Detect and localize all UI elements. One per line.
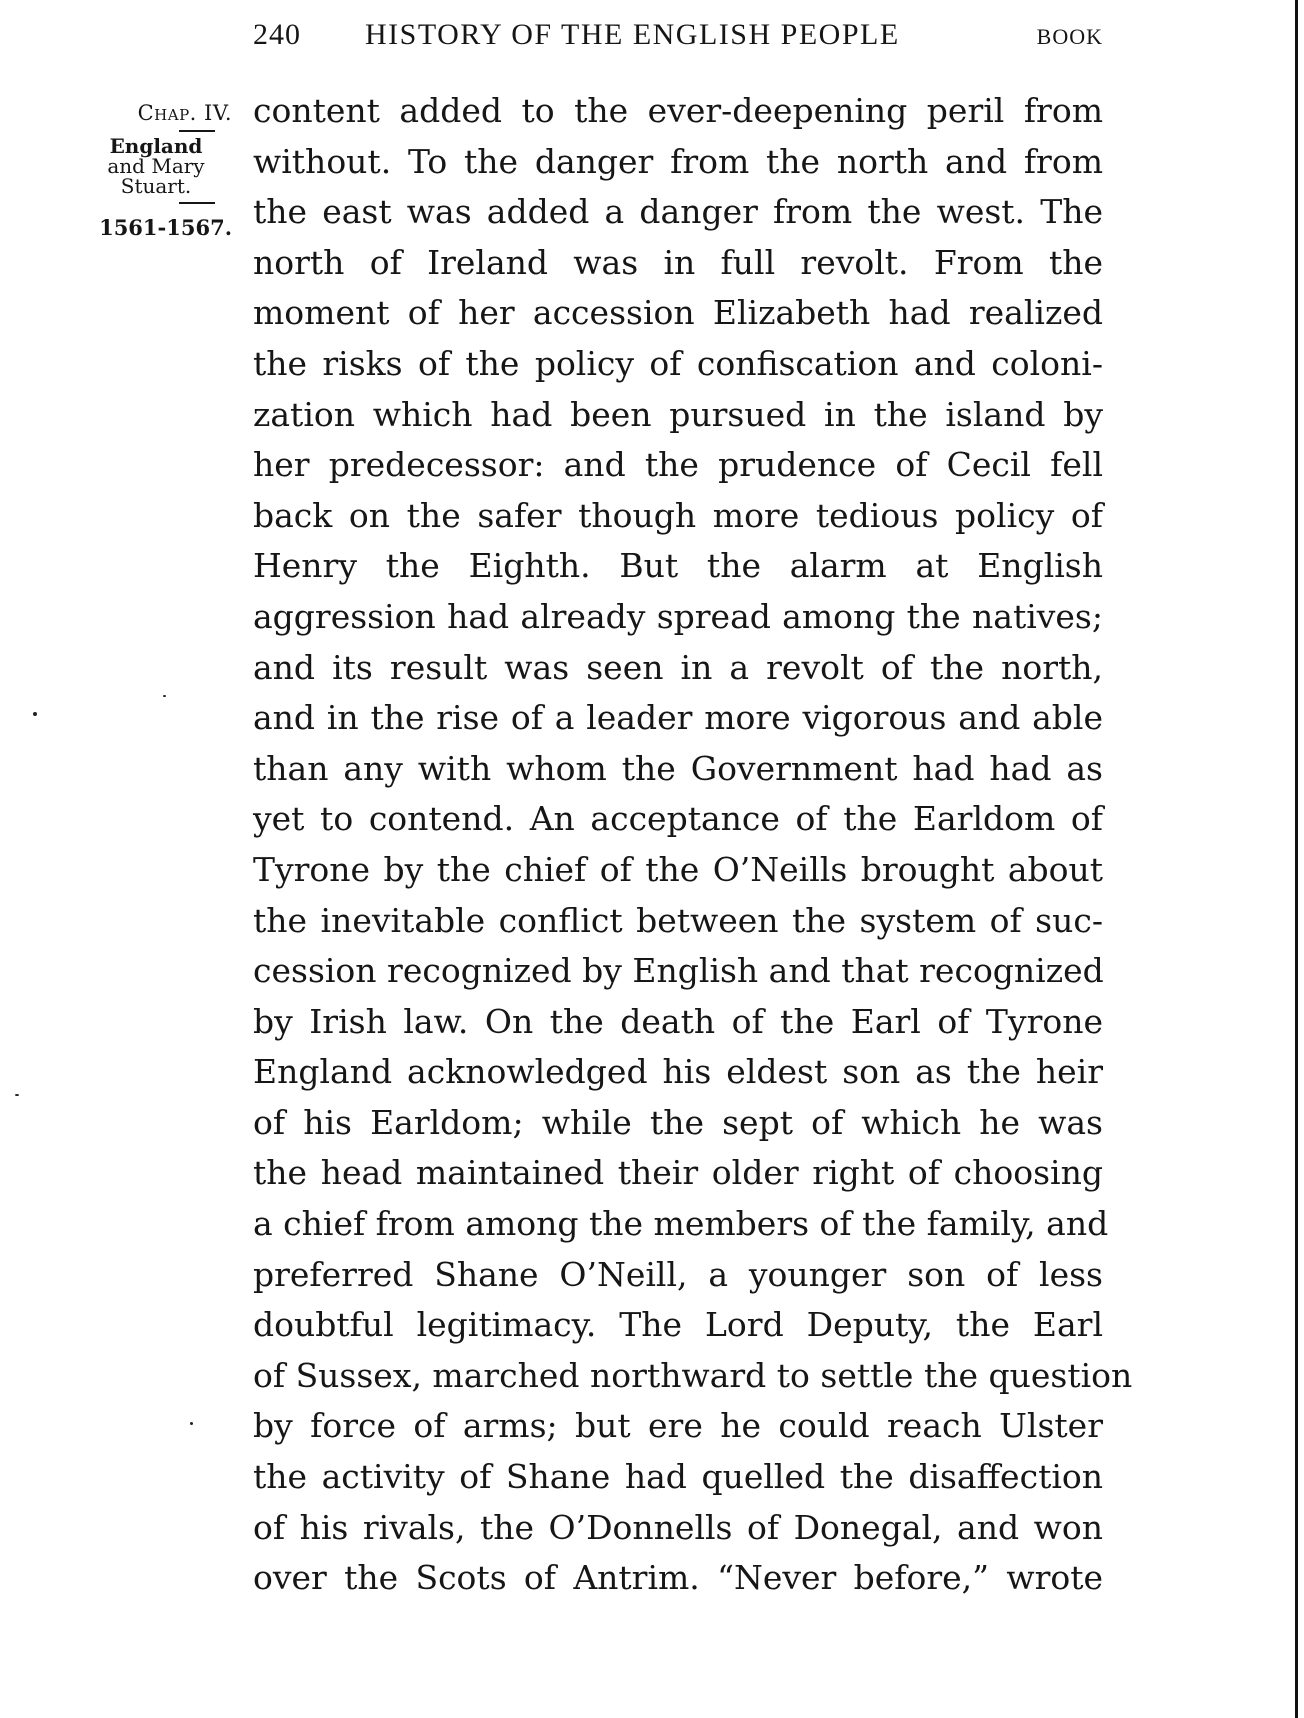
- text-line: Tyrone by the chief of the O’Neills brought about: [253, 849, 1103, 889]
- scan-speck: [163, 695, 166, 697]
- text-line: than any with whom the Government had had as: [253, 748, 1103, 788]
- sidenote-topic-line: and Mary: [107, 154, 205, 178]
- text-line: over the Scots of Antrim. “Never before,” wrote: [253, 1558, 1103, 1598]
- text-line: the head maintained their older right of choosing: [253, 1153, 1103, 1193]
- text-line: the risks of the policy of confiscation and coloni-: [253, 343, 1103, 383]
- text-line: the inevitable conflict between the system of suc-: [253, 900, 1103, 940]
- sidenote-rule: [179, 130, 215, 132]
- text-line: moment of her accession Elizabeth had realized: [253, 293, 1103, 333]
- chapter-label: Chap. IV.: [137, 101, 232, 125]
- text-line: and its result was seen in a revolt of the north,: [253, 647, 1103, 687]
- text-line: aggression had already spread among the natives;: [253, 596, 1103, 636]
- text-line: the activity of Shane had quelled the disaffection: [253, 1457, 1103, 1497]
- text-line: without. To the danger from the north and from: [253, 141, 1103, 181]
- sidenote-rule: [179, 202, 215, 204]
- sidenote-topic-line: Stuart.: [120, 174, 192, 198]
- text-line: of Sussex, marched northward to settle the question: [253, 1355, 1133, 1395]
- sidenote-topic-line: England: [109, 134, 203, 158]
- running-head: [253, 18, 1103, 58]
- text-line: back on the safer though more tedious policy of: [253, 495, 1103, 535]
- text-line: a chief from among the members of the family, and: [253, 1204, 1109, 1244]
- text-line: of his rivals, the O’Donnells of Donegal, and won: [253, 1507, 1103, 1547]
- text-line: doubtful legitimacy. The Lord Deputy, the Earl: [253, 1305, 1103, 1345]
- text-line: Henry the Eighth. But the alarm at English: [253, 546, 1103, 586]
- text-line: of his Earldom; while the sept of which he was: [253, 1102, 1103, 1142]
- text-line: by force of arms; but ere he could reach Ulster: [253, 1406, 1103, 1446]
- text-line: preferred Shane O’Neill, a younger son of less: [253, 1254, 1103, 1294]
- text-line: content added to the ever-deepening peril from: [253, 91, 1103, 130]
- margin-sidenotes: [92, 98, 232, 244]
- book-label: BOOK: [1036, 24, 1103, 49]
- book-title: HISTORY OF THE ENGLISH PEOPLE: [365, 18, 900, 51]
- text-line: north of Ireland was in full revolt. From the: [253, 242, 1103, 282]
- body-text: [253, 86, 1133, 1604]
- text-line: the east was added a danger from the west. The: [253, 192, 1103, 232]
- text-line: yet to contend. An acceptance of the Earldom of: [253, 799, 1103, 839]
- page-number: 240: [253, 18, 301, 51]
- scan-speck: [15, 1094, 19, 1096]
- scan-speck: [190, 1422, 193, 1425]
- sidenote-dates: 1561-1567.: [99, 215, 232, 240]
- page-edge-line: [1295, 0, 1298, 1718]
- text-line: and in the rise of a leader more vigorous and able: [253, 698, 1103, 738]
- scan-speck: [33, 712, 37, 716]
- text-line: by Irish law. On the death of the Earl of Tyrone: [253, 1001, 1103, 1041]
- text-line: zation which had been pursued in the island by: [253, 394, 1103, 434]
- text-line: cession recognized by English and that recognized: [253, 951, 1104, 991]
- text-line: her predecessor: and the prudence of Cecil fell: [253, 445, 1103, 485]
- text-line: England acknowledged his eldest son as the heir: [253, 1052, 1103, 1092]
